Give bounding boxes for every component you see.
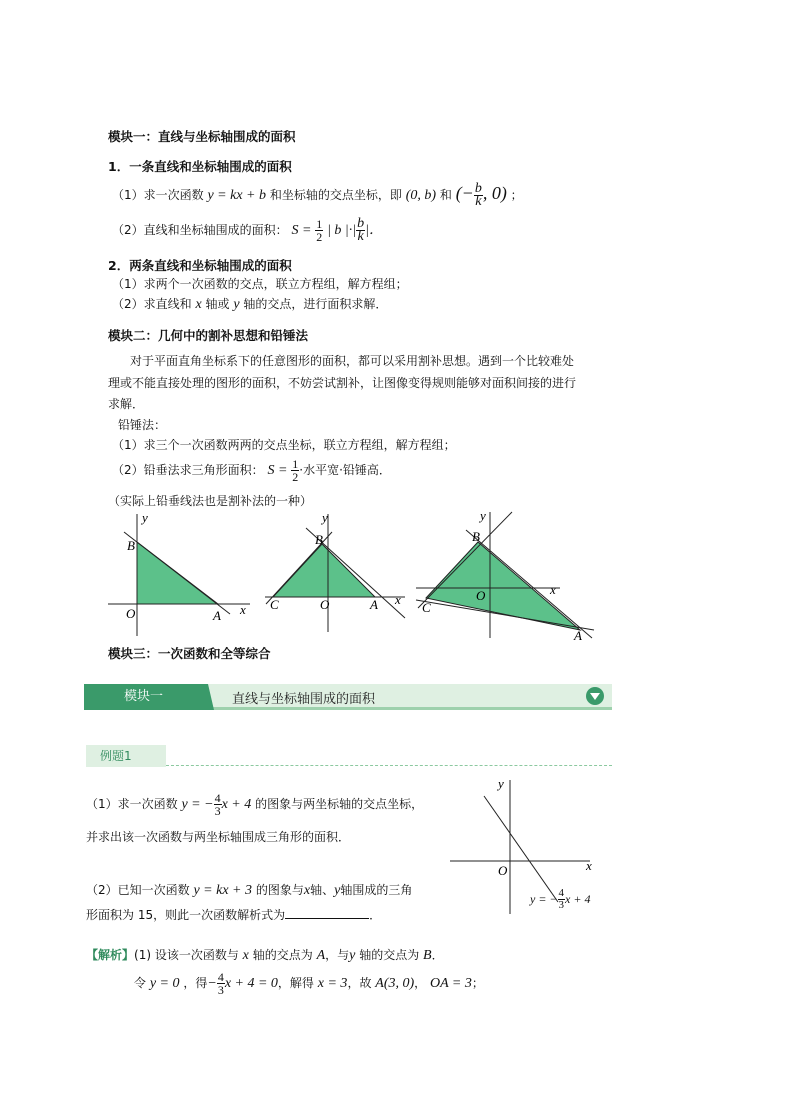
example-graph-equation: y = − $\frac{4}{3}$ x + 4 — [530, 887, 591, 911]
example-q1-line2: 并求出该一次函数与两坐标轴围成三角形的面积． — [86, 830, 351, 844]
module3-heading: 模块三：一次函数和全等综合 — [108, 646, 271, 661]
graph2-y-label: y — [322, 510, 328, 525]
example-q1-line1: （1）求一次函数 y = − $\frac{4}{3}$ x + 4 的图象与两坐标轴的交点坐标， — [86, 791, 424, 818]
example-q2-line1: （2）已知一次函数 y = kx + 3 的图象与x轴、y轴围成的三角 — [86, 883, 413, 898]
chevron-down-icon[interactable] — [586, 687, 604, 705]
graph2-O: O — [320, 597, 330, 612]
module1-item2: （2）直线和坐标轴围成的面积： S = $\frac{1}{2}$ | b |·| $\frac{b}{k}$ |． — [112, 216, 383, 244]
module2-note: （实际上铅垂线法也是割补法的一种） — [108, 494, 313, 508]
banner-tag: 模块一 — [84, 684, 208, 710]
module1-heading: 模块一：直线与坐标轴围成的面积 — [108, 129, 296, 144]
solution-line1: 【解析】(1) 设该一次函数与 x 轴的交点为 A，与y 轴的交点为 B． — [86, 948, 444, 963]
module1-item1: （1）求一次函数 y = kx + b 和坐标轴的交点坐标，即 (0, b) 和 (− $\frac{b}{k}$ , 0) ； — [112, 181, 523, 209]
example-x-label: x — [586, 858, 592, 873]
graph1-O: O — [126, 606, 136, 621]
graph1-y-label: y — [142, 510, 148, 525]
module2-para-line2: 理或不能直接处理的图形的面积，不妨尝试割补，让图像变得规则能够对面积间接的进行 — [108, 376, 577, 390]
graph3-C: C — [422, 600, 431, 615]
example-O: O — [498, 863, 508, 878]
graph1-x-label: x — [240, 602, 246, 617]
graph1-A: A — [213, 608, 221, 623]
graph-2 — [265, 510, 405, 632]
module1-sub2: 2．两条直线和坐标轴围成的面积 — [108, 258, 292, 273]
module2-para-line3: 求解． — [108, 397, 145, 411]
graph2-triangle — [273, 544, 375, 597]
module1-item3: （1）求两个一次函数的交点，联立方程组，解方程组； — [112, 277, 408, 291]
answer-blank[interactable] — [285, 906, 369, 919]
graph-1 — [108, 510, 250, 636]
example-line — [484, 796, 558, 902]
graph3-A: A — [574, 628, 582, 640]
solution-line2: 令 y = 0 ，得− $\frac{4}{3}$ x + 4 = 0，解得 x = 3，故 A(3, 0)， OA = 3； — [134, 970, 484, 997]
module2-method: 铅锤法： — [118, 418, 167, 432]
graph3-y-label: y — [480, 508, 486, 523]
graph2-B: B — [315, 532, 323, 547]
graph-3 — [416, 508, 594, 640]
module1-item4: （2）求直线和 x 轴或 y 轴的交点，进行面积求解． — [112, 297, 388, 312]
example-q2-line2: 形面积为 15，则此一次函数解析式为 ． — [86, 908, 382, 922]
graph3-x-label: x — [550, 582, 556, 597]
graph3-B: B — [472, 529, 480, 544]
module2-para-line1: 对于平面直角坐标系下的任意图形的面积，都可以采用割补思想。遇到一个比较难处 — [130, 354, 575, 368]
area-graphs — [100, 508, 620, 640]
module1-sub1: 1．一条直线和坐标轴围成的面积 — [108, 159, 292, 174]
banner-title: 直线与坐标轴围成的面积 — [232, 692, 376, 707]
module2-heading: 模块二：几何中的割补思想和铅锤法 — [108, 328, 309, 343]
graph2-x-label: x — [395, 592, 401, 607]
example-divider — [166, 765, 612, 766]
module2-step1: （1）求三个一次函数两两的交点坐标，联立方程组，解方程组； — [112, 438, 456, 452]
graph1-B: B — [127, 538, 135, 553]
graph3-O: O — [476, 588, 486, 603]
graph2-C: C — [270, 597, 279, 612]
graph2-A: A — [370, 597, 378, 612]
example-y-label: y — [498, 776, 504, 791]
example-tag: 例题1 — [86, 745, 166, 767]
module2-step2: （2）铅垂法求三角形面积： S = $\frac{1}{2}$ ·水平宽·铅锤高． — [112, 457, 391, 484]
banner-slant — [200, 684, 214, 710]
graph3-triangle — [426, 542, 580, 630]
